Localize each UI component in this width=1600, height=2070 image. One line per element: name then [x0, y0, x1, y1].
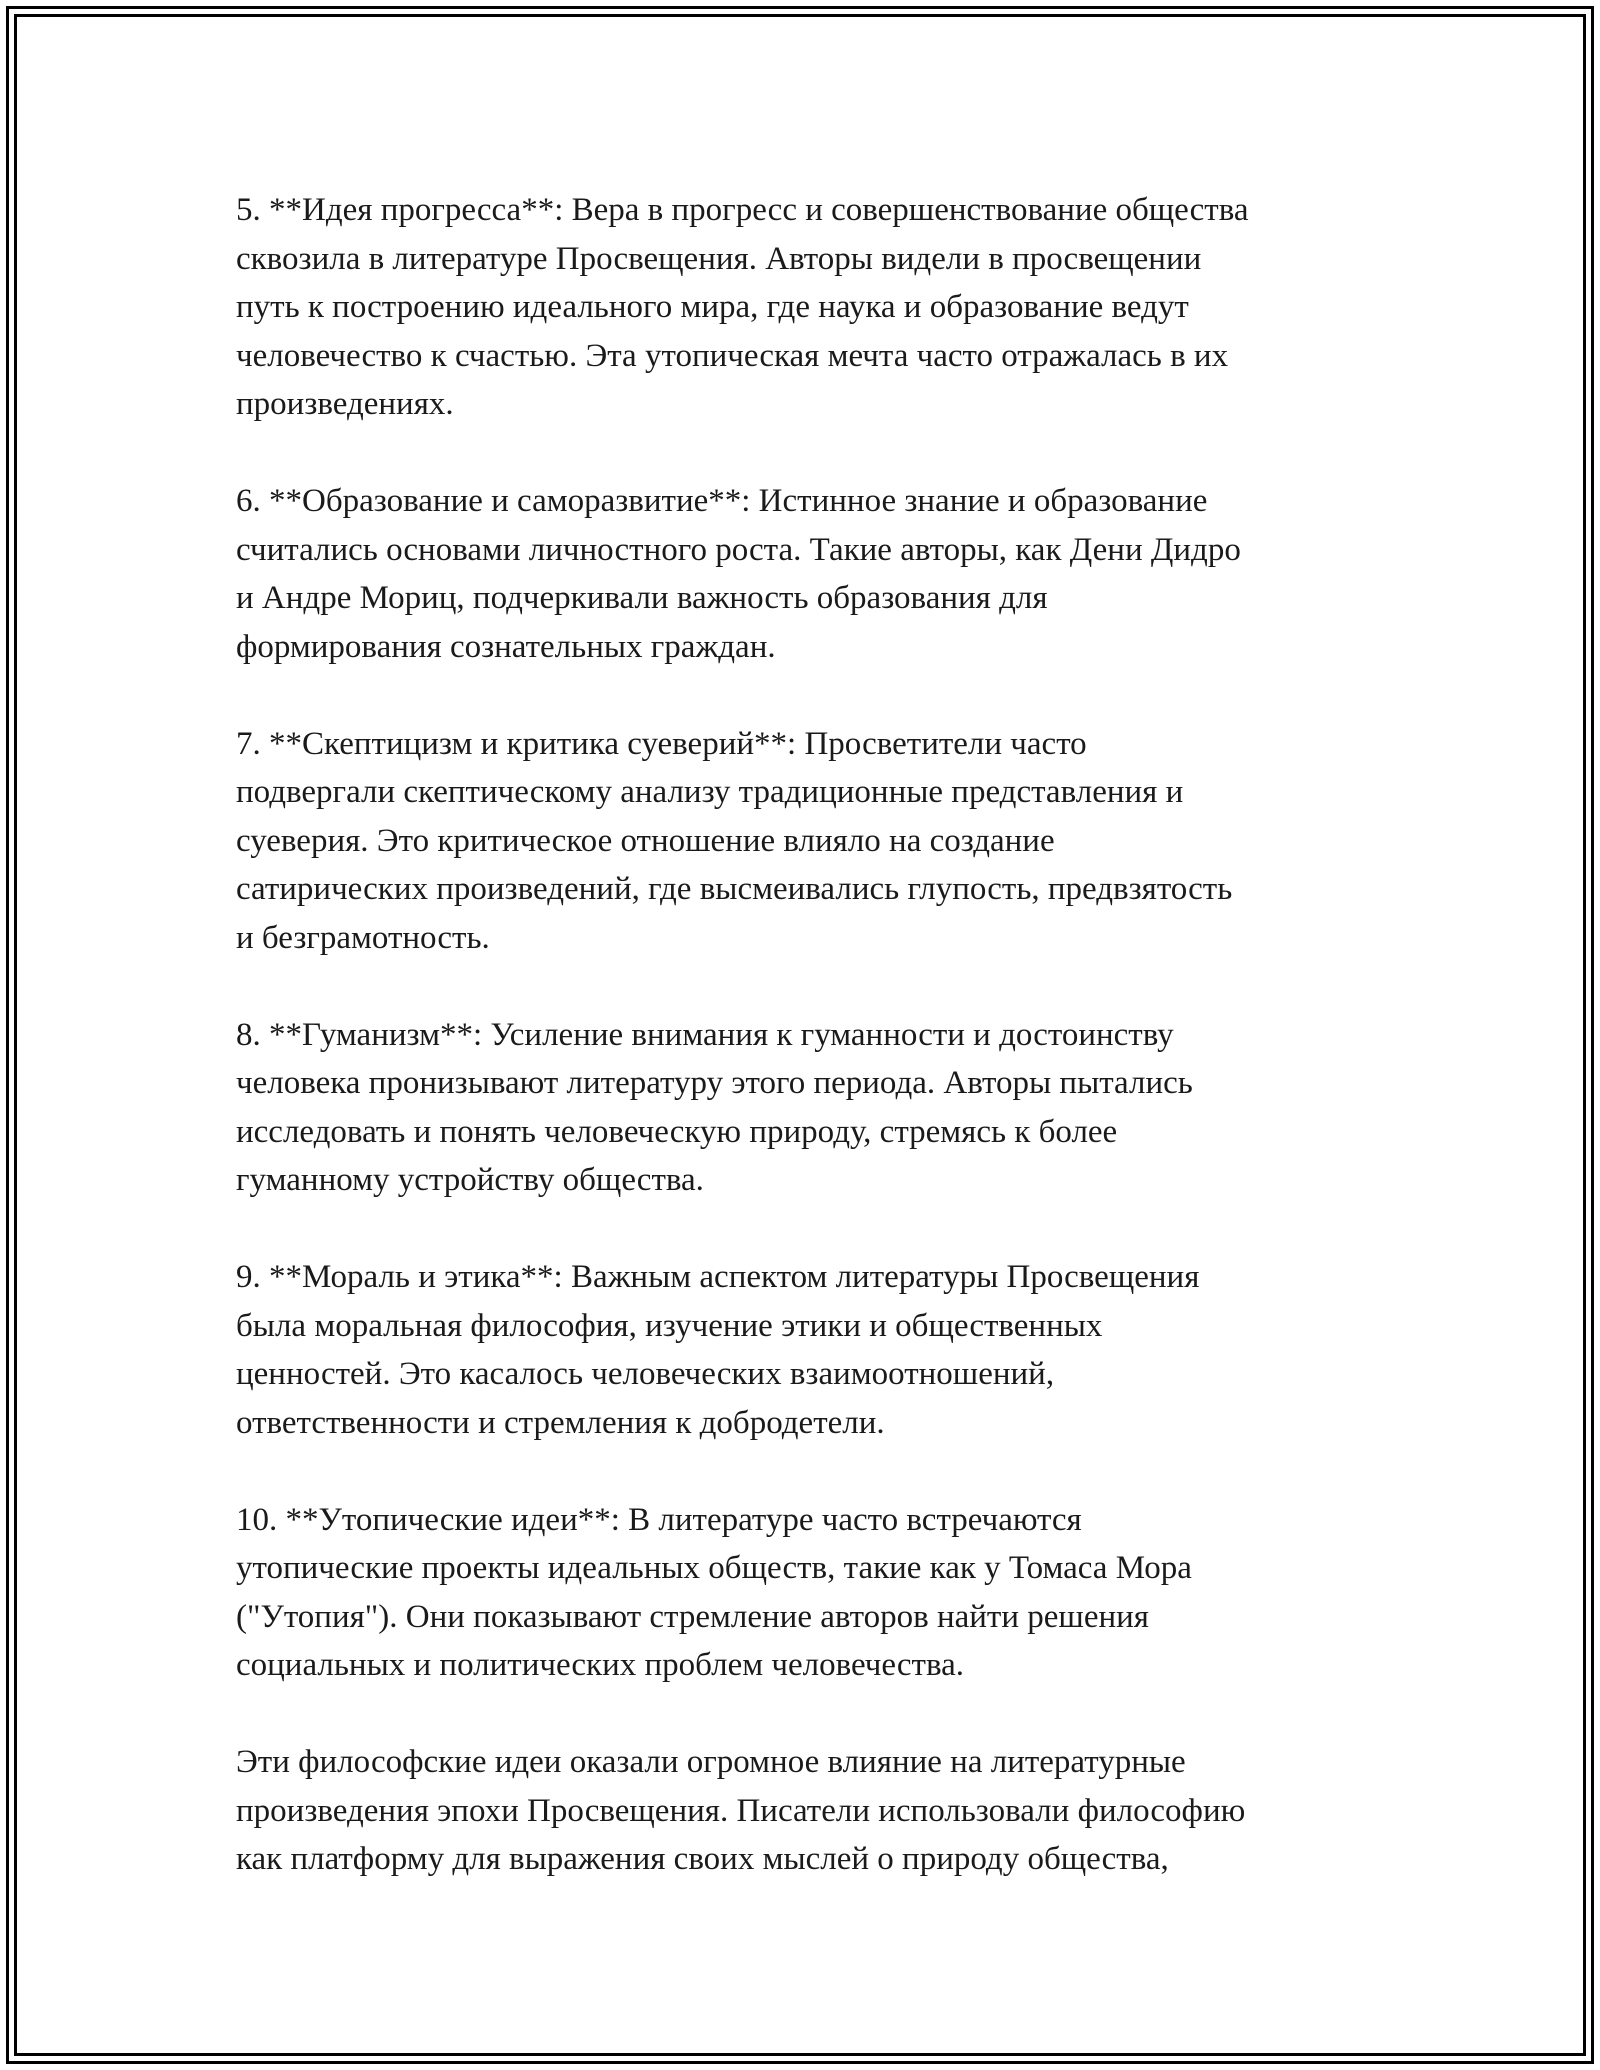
- document-body: [236, 186, 1366, 1932]
- paragraph-skepticism: 7. **Скептицизм и критика суеверий**: Просветители часто подвергали скептическому анализу традиционные представления и суеверия. Это критическое отношение влияло на создание сатирических произведений, где высмеивались глупость, предвзятость и безграмотность.: [236, 725, 1233, 956]
- paragraph-humanism: 8. **Гуманизм**: Усиление внимания к гуманности и достоинству человека пронизывают литературу этого периода. Авторы пытались исследовать и понять человеческую природу, стремясь к более гуманному устройству общества.: [236, 1016, 1193, 1198]
- paragraph-morality: 9. **Мораль и этика**: Важным аспектом литературы Просвещения была моральная философия, изучение этики и общественных ценностей. Это касалось человеческих взаимоотношений, ответственности и стремления к добродетели.: [236, 1259, 1200, 1441]
- paragraph-utopian-ideas: 10. **Утопические идеи**: В литературе часто встречаются утопические проекты идеальных обществ, такие как у Томаса Мора ("Утопия"). Они показывают стремление авторов найти решения социальных и политических проблем человечества.: [236, 1501, 1192, 1683]
- paragraph-education: 6. **Образование и саморазвитие**: Истинное знание и образование считались основами личностного роста. Такие авторы, как Дени Дидро и Андре Мориц, подчеркивали важность образования для формирования сознательных граждан.: [236, 483, 1241, 665]
- paragraph-conclusion: Эти философские идеи оказали огромное влияние на литературные произведения эпохи Просвещения. Писатели использовали философию как платформу для выражения своих мыслей о природу общества,: [236, 1744, 1246, 1877]
- paragraph-idea-of-progress: 5. **Идея прогресса**: Вера в прогресс и совершенствование общества сквозила в литературе Просвещения. Авторы видели в просвещении путь к построению идеального мира, где наука и образование ведут человечество к счастью. Эта утопическая мечта часто отражалась в их произведениях.: [236, 192, 1249, 422]
